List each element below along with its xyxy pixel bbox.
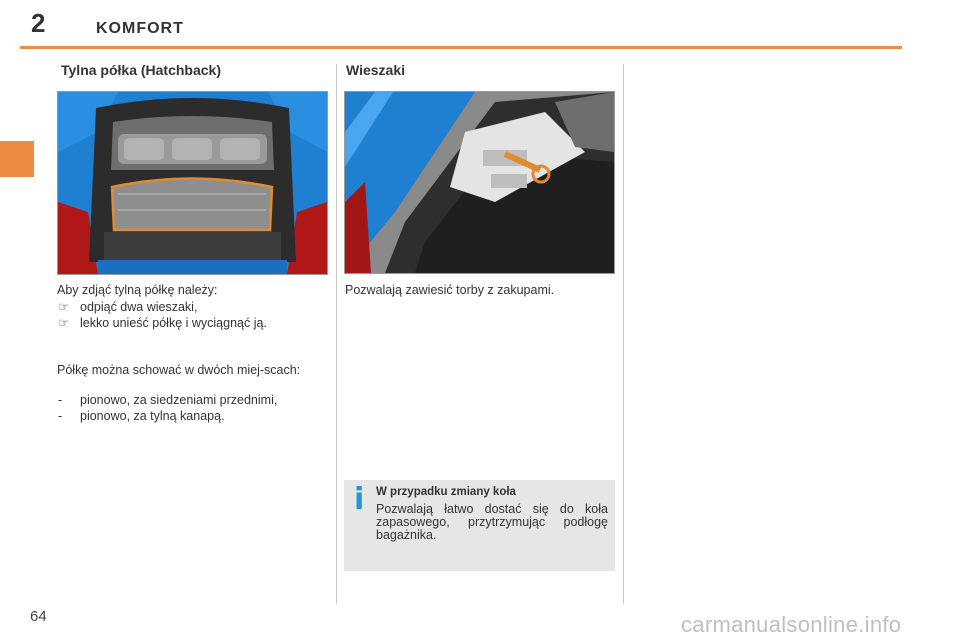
list-item [57, 392, 332, 408]
shelf-removal-intro: Aby zdjąć tylną półkę należy: [57, 283, 218, 297]
info-icon: i [354, 482, 365, 517]
dash-marker: - [58, 409, 63, 423]
dash-marker: - [58, 393, 63, 407]
section-heading-parcel-shelf: Tylna półka (Hatchback) [61, 62, 222, 78]
shelf-storage-options [57, 392, 332, 424]
step-text: lekko unieść półkę i wyciągnąć ją. [80, 316, 267, 330]
info-box [344, 480, 615, 571]
hooks-caption: Pozwalają zawiesić torby z zakupami. [345, 283, 555, 297]
column-divider [336, 64, 337, 604]
list-item [57, 299, 327, 315]
chapter-title: KOMFORT [96, 20, 184, 37]
header-rule [20, 46, 902, 49]
pointing-hand-icon: ☞ [58, 316, 70, 330]
option-text: pionowo, za siedzeniami przednimi, [80, 393, 278, 407]
list-item [57, 408, 332, 424]
info-body: Pozwalają łatwo dostać się do koła zapasowego, przytrzymując podłogę bagażnika. [376, 502, 608, 542]
shelf-removal-steps [57, 299, 327, 331]
page-number: 64 [30, 608, 47, 625]
section-heading-hooks: Wieszaki [346, 62, 406, 78]
watermark: carmanualsonline.info [681, 612, 902, 637]
parcel-shelf-illustration [57, 91, 328, 275]
column-divider [623, 64, 624, 604]
bag-hooks-illustration [344, 91, 615, 274]
option-text: pionowo, za tylną kanapą. [80, 409, 225, 423]
shelf-storage-text: Półkę można schować w dwóch miej-scach: [57, 363, 301, 377]
chapter-number: 2 [31, 8, 46, 38]
pointing-hand-icon: ☞ [58, 300, 70, 314]
info-title: W przypadku zmiany koła [376, 486, 516, 498]
step-text: odpiąć dwa wieszaki, [80, 300, 198, 314]
chapter-side-tab [0, 141, 34, 177]
list-item [57, 315, 327, 331]
